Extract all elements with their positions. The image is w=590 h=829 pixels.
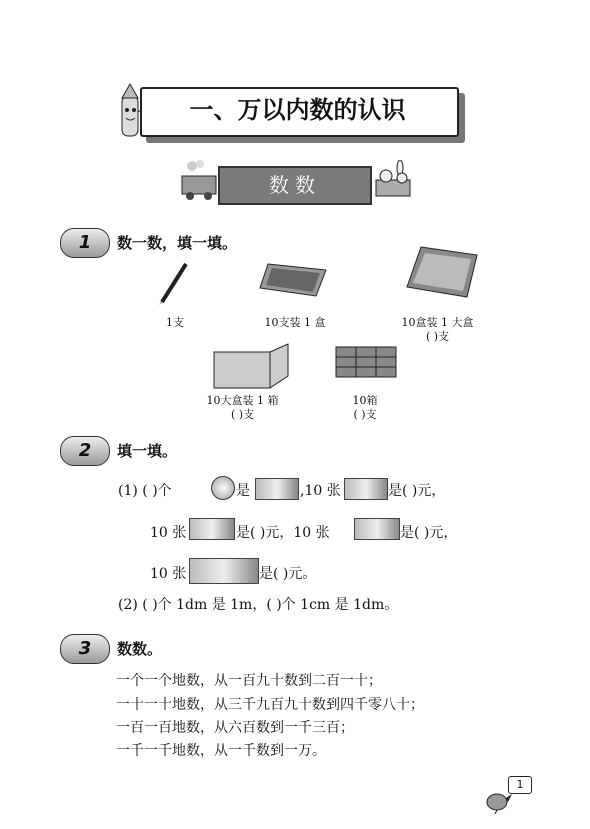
big-box-icon [405, 245, 480, 304]
stacked-cartons-icon [332, 343, 402, 385]
caption-3-blank: ( )支 [425, 330, 450, 343]
question-number-1: 1 [60, 228, 110, 258]
q2-line1-a: (1) ( )个 [118, 483, 172, 499]
q3-line: 一十一十地数，从三千九百九十数到四千零八十； [116, 697, 424, 713]
caption-1: 1支 [166, 316, 184, 329]
caption-5: 10箱 [352, 394, 378, 407]
q2-line3-a: 10 张 [150, 566, 187, 582]
kids-rabbit-icon [372, 160, 414, 206]
q3-line: 一个一个地数，从一百九十数到二百一十； [116, 673, 382, 689]
q2-line1-d: 是( )元， [388, 483, 446, 499]
q2-line1-c: ,10 张 [300, 483, 341, 499]
q2-line2-a: 10 张 [150, 525, 187, 541]
q2-line3-b: 是( )元。 [259, 566, 317, 582]
page-number: 1 [508, 776, 532, 794]
chapter-title: 一、万以内数的认识 [189, 96, 406, 124]
banknote-icon [189, 558, 259, 584]
caption-5-blank: ( )支 [353, 408, 377, 421]
q3-line: 一百一百地数，从六百数到一千三百； [116, 720, 354, 736]
caption-4: 10大盒装 1 箱 [206, 394, 279, 407]
question-2-text: 填一填。 [117, 442, 178, 460]
banknote-icon [354, 518, 400, 540]
pencil-box-icon [258, 262, 328, 302]
q3-line: 一千一千地数，从一千数到一万。 [116, 743, 326, 759]
section-title: 数数 [218, 166, 372, 205]
caption-2: 10支装 1 盒 [264, 316, 326, 329]
banknote-icon [255, 478, 299, 500]
caption-3: 10盒装 1 大盒 [401, 316, 474, 329]
question-number-3: 3 [60, 634, 110, 664]
caption-4-blank: ( )支 [230, 408, 255, 421]
question-1-text: 数一数，填一填。 [117, 234, 238, 252]
banknote-icon [189, 518, 235, 540]
q2-line2-c: 是( )元， [400, 525, 458, 541]
banknote-icon [344, 478, 388, 500]
q2-line4: (2) ( )个 1dm 是 1m，( )个 1cm 是 1dm。 [118, 597, 399, 613]
carton-icon [210, 340, 292, 394]
pencil-icon [156, 260, 192, 310]
q2-line2-b: 是( )元，10 张 [236, 525, 330, 541]
question-3-text: 数数。 [117, 640, 163, 658]
q2-line1-b: 是 [236, 483, 250, 499]
train-icon [178, 160, 220, 206]
question-number-2: 2 [60, 436, 110, 466]
coin-icon [211, 476, 235, 500]
